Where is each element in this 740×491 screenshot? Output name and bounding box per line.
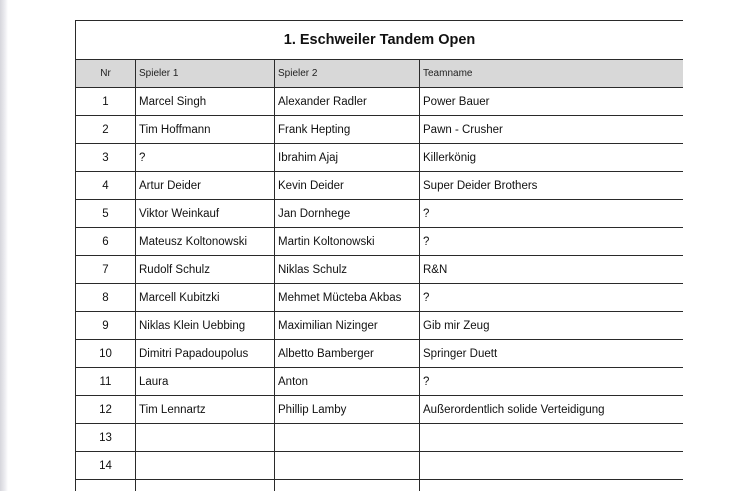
cell-teamname — [420, 424, 684, 452]
header-row — [76, 60, 684, 88]
table-title: 1. Eschweiler Tandem Open — [76, 21, 684, 60]
table-row — [76, 284, 684, 312]
cell-teamname: ? — [420, 228, 684, 256]
column-header-nr: Nr — [76, 60, 136, 88]
window-edge — [0, 0, 8, 491]
cell-player2: Ibrahim Ajaj — [275, 144, 420, 172]
column-header-teamname: Teamname — [420, 60, 684, 88]
cell-nr: 10 — [76, 340, 136, 368]
cell-player1: Tim Lennartz — [136, 396, 275, 424]
cell-nr: 2 — [76, 116, 136, 144]
cell-nr: 4 — [76, 172, 136, 200]
cell-player1: Mateusz Koltonowski — [136, 228, 275, 256]
cell-nr: 5 — [76, 200, 136, 228]
cell-player2: Phillip Lamby — [275, 396, 420, 424]
cell-nr: 1 — [76, 88, 136, 116]
cell-nr: 14 — [76, 452, 136, 480]
cell-teamname: R&N — [420, 256, 684, 284]
cell-player2: Anton — [275, 368, 420, 396]
cell-teamname: Gib mir Zeug — [420, 312, 684, 340]
cell-nr: 12 — [76, 396, 136, 424]
cell-teamname: Pawn - Crusher — [420, 116, 684, 144]
table-row — [76, 88, 684, 116]
cell-player2 — [275, 424, 420, 452]
cell-player2: Frank Hepting — [275, 116, 420, 144]
cell-nr: 3 — [76, 144, 136, 172]
cell-nr: 13 — [76, 424, 136, 452]
cell-player2 — [275, 480, 420, 491]
cell-player2: Albetto Bamberger — [275, 340, 420, 368]
cell-nr: 11 — [76, 368, 136, 396]
cell-player1: Rudolf Schulz — [136, 256, 275, 284]
table-row — [76, 200, 684, 228]
cell-player2: Martin Koltonowski — [275, 228, 420, 256]
table-row — [76, 228, 684, 256]
cell-player1: Tim Hoffmann — [136, 116, 275, 144]
cell-player1: Niklas Klein Uebbing — [136, 312, 275, 340]
cell-teamname: ? — [420, 200, 684, 228]
tandem-roster-table — [75, 20, 683, 491]
table-row — [76, 116, 684, 144]
table-row — [76, 144, 684, 172]
cell-teamname: Super Deider Brothers — [420, 172, 684, 200]
cell-player1: Marcell Kubitzki — [136, 284, 275, 312]
cell-player1: Dimitri Papadoupolus — [136, 340, 275, 368]
table-row — [76, 396, 684, 424]
cell-nr: 6 — [76, 228, 136, 256]
table-row — [76, 480, 684, 491]
cell-teamname: Power Bauer — [420, 88, 684, 116]
cell-teamname: ? — [420, 284, 684, 312]
cell-nr: 8 — [76, 284, 136, 312]
column-header-player2: Spieler 2 — [275, 60, 420, 88]
cell-teamname: Springer Duett — [420, 340, 684, 368]
cell-player2: Jan Dornhege — [275, 200, 420, 228]
cell-player2: Alexander Radler — [275, 88, 420, 116]
cell-player1: Viktor Weinkauf — [136, 200, 275, 228]
column-header-player1: Spieler 1 — [136, 60, 275, 88]
cell-player2: Niklas Schulz — [275, 256, 420, 284]
table-row — [76, 340, 684, 368]
cell-teamname — [420, 452, 684, 480]
cell-player2: Kevin Deider — [275, 172, 420, 200]
table-row — [76, 312, 684, 340]
cell-player2 — [275, 452, 420, 480]
cell-teamname: Killerkönig — [420, 144, 684, 172]
cell-nr: 7 — [76, 256, 136, 284]
cell-player1: Laura — [136, 368, 275, 396]
cell-player2: Maximilian Nizinger — [275, 312, 420, 340]
cell-player1: Marcel Singh — [136, 88, 275, 116]
table-row — [76, 452, 684, 480]
spreadsheet-sheet — [75, 20, 683, 491]
cell-player1: Artur Deider — [136, 172, 275, 200]
table-row — [76, 424, 684, 452]
table-row — [76, 172, 684, 200]
cell-teamname — [420, 480, 684, 491]
cell-player1: ? — [136, 144, 275, 172]
cell-player1 — [136, 480, 275, 491]
cell-teamname: Außerordentlich solide Verteidigung — [420, 396, 684, 424]
table-row — [76, 368, 684, 396]
cell-nr — [76, 480, 136, 491]
cell-player1 — [136, 424, 275, 452]
cell-nr: 9 — [76, 312, 136, 340]
table-row — [76, 256, 684, 284]
cell-teamname: ? — [420, 368, 684, 396]
cell-player2: Mehmet Mücteba Akbas — [275, 284, 420, 312]
cell-player1 — [136, 452, 275, 480]
title-row — [76, 21, 684, 60]
